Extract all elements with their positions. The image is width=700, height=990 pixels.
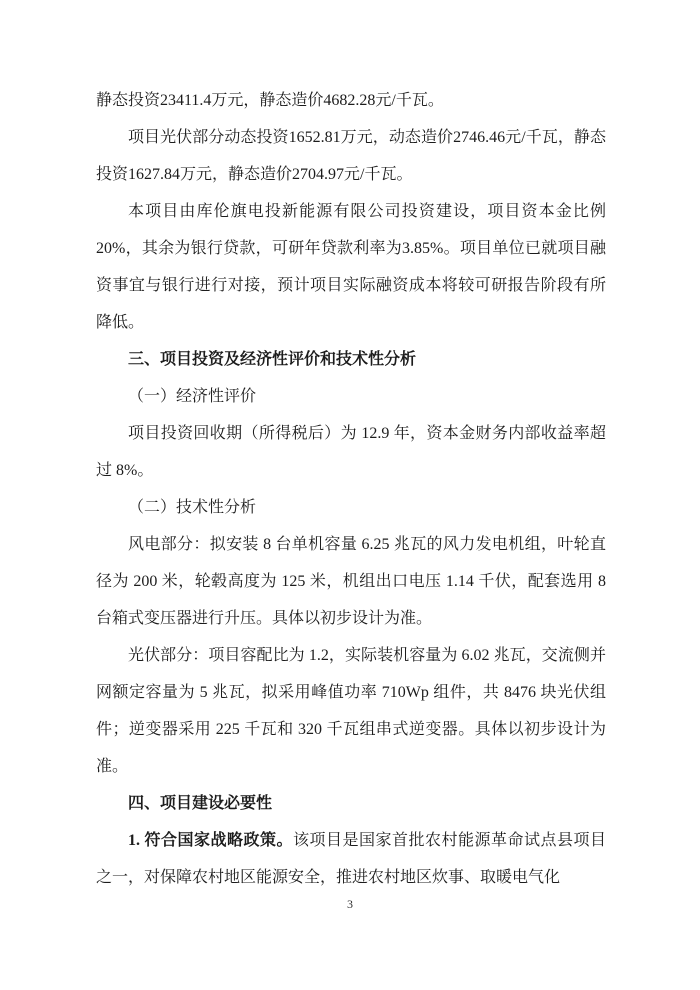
paragraph-payback-period: 项目投资回收期（所得税后）为 12.9 年，资本金财务内部收益率超过 8%。 [96, 425, 606, 479]
paragraph-wind-technical: 风电部分：拟安装 8 台单机容量 6.25 兆瓦的风力发电机组，叶轮直径为 200 米，轮毂高度为 125 米，机组出口电压 1.14 千伏，配套选用 8 台箱式变压器进行升压。具体以初步设计为准。 [96, 536, 606, 627]
paragraph-pv-technical: 光伏部分：项目容配比为 1.2，实际装机容量为 6.02 兆瓦，交流侧并网额定容量为 5 兆瓦，拟采用峰值功率 710Wp 组件，共 8476 块光伏组件；逆变器采用 225 千瓦和 320 千瓦组串式逆变器。具体以初步设计为准。 [96, 647, 606, 775]
paragraph-wind-static-investment: 静态投资23411.4万元，静态造价4682.28元/千瓦。 [96, 92, 444, 109]
paragraph-lead-rest: 该项目是国家首批农村能源革命试点县项目之一，对保障农村地区能源安全，推进农村地区炊事、取暖电气化 [96, 832, 606, 886]
paragraph-lead-bold: 1. 符合国家战略政策。 [128, 832, 293, 849]
heading-section-4-necessity: 四、项目建设必要性 [128, 795, 273, 812]
page-number: 3 [347, 897, 353, 911]
subheading-economic-evaluation: （一）经济性评价 [128, 388, 257, 405]
subheading-technical-analysis: （二）技术性分析 [128, 499, 257, 516]
paragraph-national-strategy [96, 822, 606, 896]
document-body [96, 82, 606, 896]
paragraph-pv-investment: 项目光伏部分动态投资1652.81万元，动态造价2746.46元/千瓦，静态投资1627.84万元，静态造价2704.97元/千瓦。 [96, 129, 606, 183]
heading-section-3-investment-evaluation: 三、项目投资及经济性评价和技术性分析 [128, 351, 417, 368]
paragraph-financing: 本项目由库伦旗电投新能源有限公司投资建设，项目资本金比例20%，其余为银行贷款，可研年贷款利率为3.85%。项目单位已就项目融资事宜与银行进行对接，预计项目实际融资成本将较可研报告阶段有所降低。 [96, 203, 606, 331]
